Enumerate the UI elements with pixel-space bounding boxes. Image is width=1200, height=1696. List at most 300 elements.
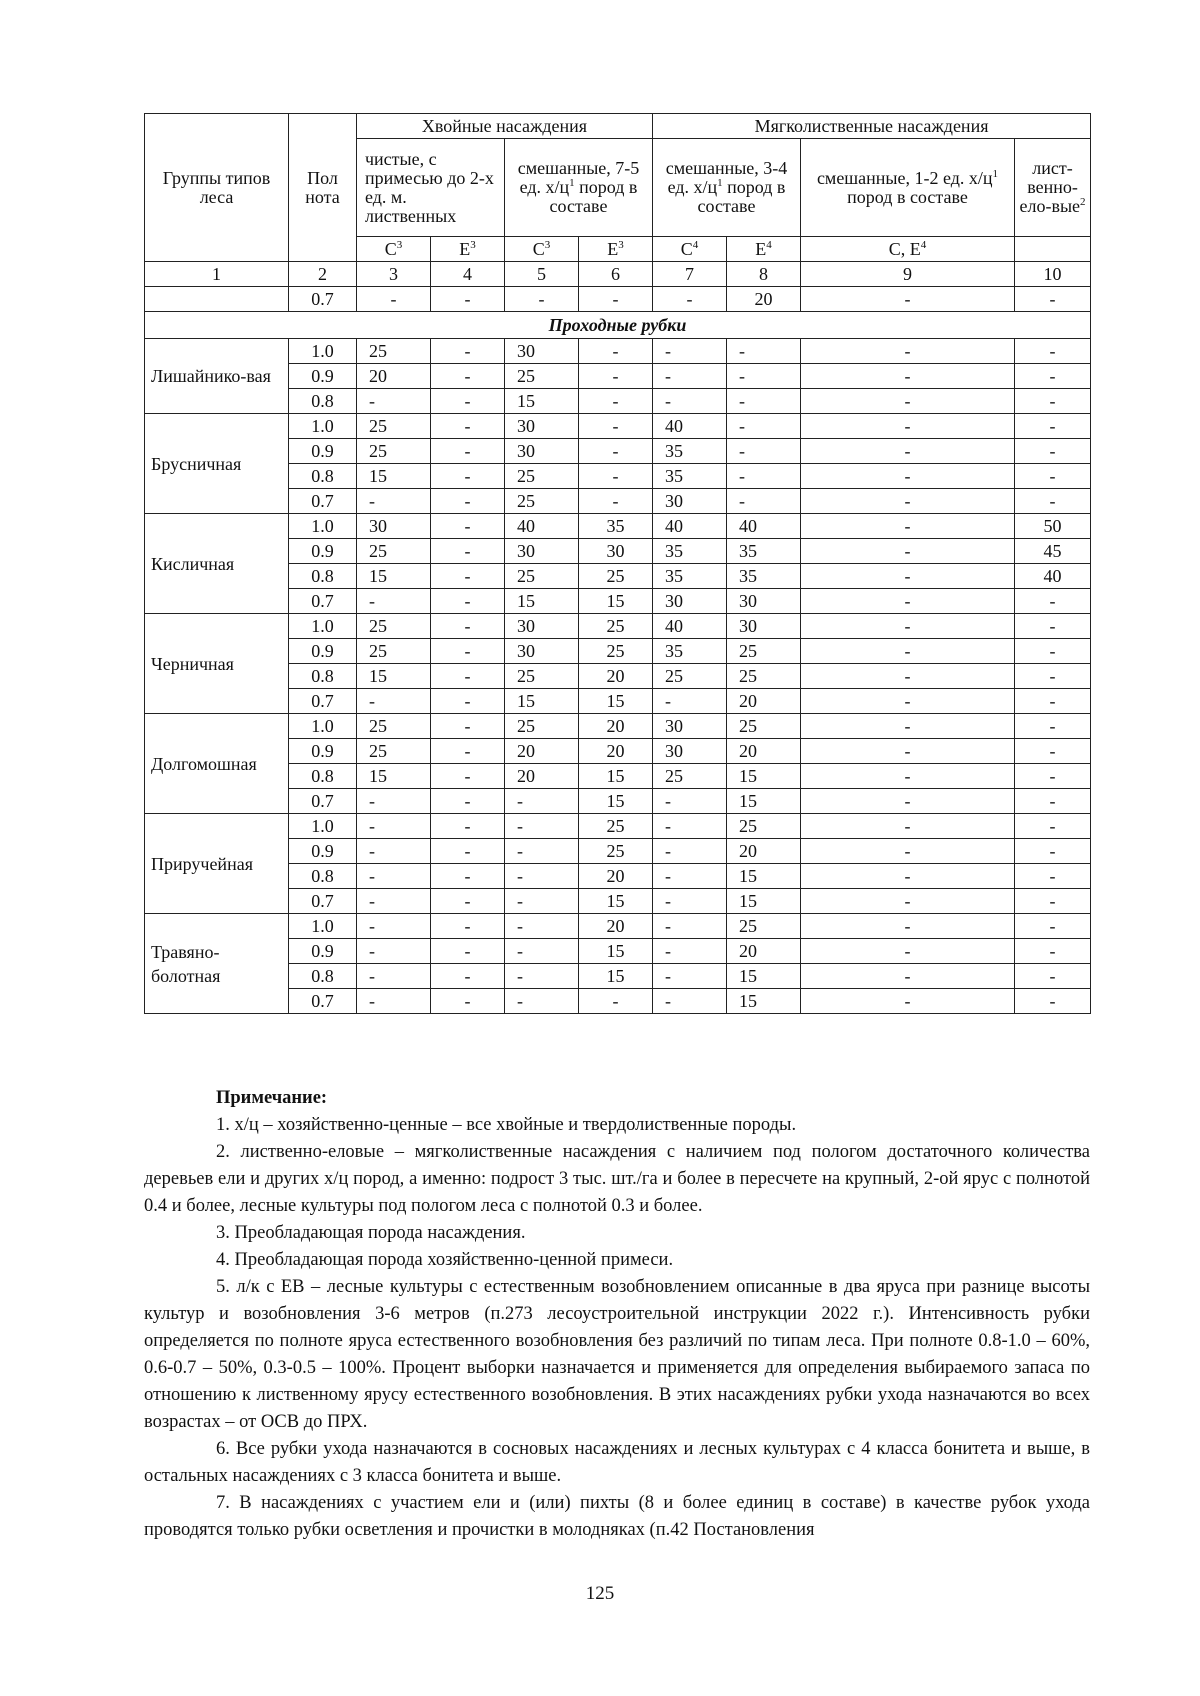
table-cell: 25 xyxy=(357,539,431,564)
header-mixed-1-2 xyxy=(801,139,1015,237)
col-num-6: 6 xyxy=(579,262,653,287)
col-num-3: 3 xyxy=(357,262,431,287)
table-cell: - xyxy=(801,639,1015,664)
header-mixed-3-4 xyxy=(653,139,801,237)
table-cell: - xyxy=(727,389,801,414)
table-cell: 0.7 xyxy=(289,589,357,614)
table-cell: - xyxy=(431,464,505,489)
table-cell: - xyxy=(801,839,1015,864)
table-cell: 25 xyxy=(357,414,431,439)
table-cell: - xyxy=(1015,664,1091,689)
table-cell: - xyxy=(1015,589,1091,614)
table-cell: 30 xyxy=(357,514,431,539)
table-cell: - xyxy=(801,287,1015,312)
header-conifer: Хвойные насаждения xyxy=(357,114,653,139)
table-cell: 0.8 xyxy=(289,464,357,489)
table-cell: 15 xyxy=(727,964,801,989)
table-cell: 25 xyxy=(579,639,653,664)
table-cell: - xyxy=(727,489,801,514)
table-cell: - xyxy=(727,464,801,489)
table-cell: 30 xyxy=(505,439,579,464)
table-cell: - xyxy=(579,364,653,389)
table-cell: 15 xyxy=(727,889,801,914)
table-cell: - xyxy=(801,614,1015,639)
table-cell: - xyxy=(579,489,653,514)
table-cell: 45 xyxy=(1015,539,1091,564)
note-7: 7. В насаждениях с участием ели и (или) пихты (8 и более единиц в составе) в качестве рубок ухода проводятся только рубки осветления и прочистки в молодняках (п.42 Постановления xyxy=(144,1493,1090,1540)
species-1-text: С xyxy=(384,238,397,259)
header-species-6 xyxy=(727,237,801,262)
table-cell: - xyxy=(579,287,653,312)
header-species-7 xyxy=(801,237,1015,262)
table-cell: 20 xyxy=(579,739,653,764)
table-cell: - xyxy=(357,589,431,614)
table-cell: 0.8 xyxy=(289,964,357,989)
table-cell: - xyxy=(357,914,431,939)
table-row xyxy=(145,514,1091,539)
table-cell: - xyxy=(579,464,653,489)
table-cell: - xyxy=(505,889,579,914)
table-cell: 20 xyxy=(579,864,653,889)
table-cell: - xyxy=(801,889,1015,914)
table-cell: - xyxy=(1015,864,1091,889)
table-cell: - xyxy=(505,939,579,964)
table-cell: - xyxy=(727,414,801,439)
table-cell: 15 xyxy=(727,764,801,789)
table-cell: - xyxy=(505,989,579,1014)
table-cell: - xyxy=(653,889,727,914)
table-cell: - xyxy=(653,914,727,939)
col-num-1: 1 xyxy=(145,262,289,287)
table-cell: 20 xyxy=(727,839,801,864)
header-mixed-3-4-text: смешанные, 3-4 ед. х/ц xyxy=(665,158,788,197)
header-mixed-1-2-tail: пород в составе xyxy=(847,186,968,207)
table-cell: - xyxy=(431,339,505,364)
header-species-8 xyxy=(1015,237,1091,262)
table-cell: - xyxy=(431,839,505,864)
header-mixed-3-4-tail: пород в составе xyxy=(697,177,786,216)
table-cell: - xyxy=(1015,839,1091,864)
table-cell: - xyxy=(357,939,431,964)
table-cell: 25 xyxy=(727,714,801,739)
table-cell: - xyxy=(727,439,801,464)
table-cell: 15 xyxy=(357,564,431,589)
table-cell: - xyxy=(505,964,579,989)
table-cell: 0.9 xyxy=(289,439,357,464)
table-cell: 0.9 xyxy=(289,639,357,664)
table-cell: - xyxy=(801,989,1015,1014)
table-cell: - xyxy=(653,939,727,964)
header-mixed-7-5-text: смешанные, 7-5 ед. х/ц xyxy=(517,158,640,197)
table-cell: 15 xyxy=(357,464,431,489)
table-cell: - xyxy=(1015,714,1091,739)
header-deciduous-spruce xyxy=(1015,139,1091,237)
table-cell: 15 xyxy=(505,589,579,614)
table-cell: 15 xyxy=(579,889,653,914)
table-cell: - xyxy=(653,339,727,364)
table-cell: 0.8 xyxy=(289,864,357,889)
table-cell: - xyxy=(801,489,1015,514)
header-softwood: Мягколиственные насаждения xyxy=(653,114,1091,139)
table-cell: - xyxy=(357,839,431,864)
table-cell: - xyxy=(653,789,727,814)
table-cell: - xyxy=(1015,287,1091,312)
header-pure: чистые, с примесью до 2-х ед. м. лиственных xyxy=(357,139,505,237)
table-cell: - xyxy=(801,389,1015,414)
table-cell: - xyxy=(727,364,801,389)
table-cell: 25 xyxy=(357,339,431,364)
table-cell: 25 xyxy=(653,764,727,789)
table-cell: - xyxy=(1015,389,1091,414)
table-cell: - xyxy=(357,287,431,312)
table-cell: 30 xyxy=(505,339,579,364)
table-cell: 0.8 xyxy=(289,564,357,589)
table-cell: - xyxy=(801,664,1015,689)
table-cell: - xyxy=(1015,614,1091,639)
table-cell: 35 xyxy=(653,564,727,589)
table-cell: 25 xyxy=(505,664,579,689)
table-cell: 30 xyxy=(505,414,579,439)
table-cell: 35 xyxy=(579,514,653,539)
table-cell: - xyxy=(1015,939,1091,964)
species-2-text: Е xyxy=(459,238,471,259)
table-cell: - xyxy=(431,439,505,464)
header-mixed-7-5 xyxy=(505,139,653,237)
table-cell: - xyxy=(505,914,579,939)
table-cell: 40 xyxy=(1015,564,1091,589)
page-number: 125 xyxy=(585,1583,615,1604)
table-cell: - xyxy=(1015,814,1091,839)
table-cell: 15 xyxy=(579,939,653,964)
header-species-1 xyxy=(357,237,431,262)
col-num-8: 8 xyxy=(727,262,801,287)
table-row xyxy=(145,414,1091,439)
header-mixed-1-2-sup: 1 xyxy=(992,167,999,180)
table-cell: 15 xyxy=(357,764,431,789)
table-row xyxy=(145,914,1091,939)
table-cell: 0.7 xyxy=(289,689,357,714)
table-row xyxy=(145,714,1091,739)
table-cell: - xyxy=(431,514,505,539)
table-cell: 25 xyxy=(579,614,653,639)
species-6-text: Е xyxy=(755,238,767,259)
table-cell: 20 xyxy=(579,914,653,939)
table-cell: - xyxy=(579,989,653,1014)
table-cell: 50 xyxy=(1015,514,1091,539)
table-cell: - xyxy=(431,539,505,564)
forest-group-name: Приручейная xyxy=(145,814,289,914)
table-cell: - xyxy=(431,939,505,964)
table-cell: 25 xyxy=(505,464,579,489)
table-cell: - xyxy=(1015,489,1091,514)
table-cell: - xyxy=(727,339,801,364)
table-cell: 0.8 xyxy=(289,664,357,689)
table-cell: 0.9 xyxy=(289,539,357,564)
table-cell: 35 xyxy=(653,539,727,564)
table-cell: 15 xyxy=(357,664,431,689)
table-cell: - xyxy=(579,414,653,439)
table-cell: - xyxy=(431,489,505,514)
col-num-2: 2 xyxy=(289,262,357,287)
table-cell: 15 xyxy=(505,389,579,414)
table-cell: 40 xyxy=(653,614,727,639)
table-cell: - xyxy=(579,389,653,414)
table-cell: - xyxy=(801,789,1015,814)
table-cell: - xyxy=(1015,989,1091,1014)
table-cell: 30 xyxy=(653,489,727,514)
table-cell: 15 xyxy=(579,589,653,614)
table-cell: 40 xyxy=(653,414,727,439)
table-cell: 20 xyxy=(727,939,801,964)
table-cell: 0.8 xyxy=(289,389,357,414)
table-cell: 30 xyxy=(727,614,801,639)
note-5: 5. л/к с ЕВ – лесные культуры с естественным возобновлением описанные в два яруса при разнице высоты культур и возобновления 3-6 метров (п.273 лесоустроительной инструкции 2022 г.). Интенсивность рубки определяется по полноте яруса естественного возобновления без различий по типам леса. При полноте 0.8-1.0 – 60%, 0.6-0.7 – 50%, 0.3-0.5 – 100%. Процент выборки назначается и применяется для определения выбираемого запаса по отношению к лиственному ярусу естественного возобновления. В этих насаждениях рубки ухода назначаются во всех возрастах – от ОСВ до ПРХ. xyxy=(144,1277,1090,1432)
table-cell: 0.7 xyxy=(289,287,357,312)
table-cell: - xyxy=(1015,439,1091,464)
table-cell: 35 xyxy=(727,564,801,589)
table-cell: - xyxy=(801,364,1015,389)
table-cell: - xyxy=(357,889,431,914)
header-mixed-3-4-sup: 1 xyxy=(717,177,723,189)
table-cell: - xyxy=(357,814,431,839)
table-cell: - xyxy=(1015,364,1091,389)
table-cell: 20 xyxy=(727,739,801,764)
table-row xyxy=(145,814,1091,839)
table-cell: 35 xyxy=(653,464,727,489)
table-cell: - xyxy=(431,739,505,764)
note-6: 6. Все рубки ухода назначаются в сосновых насаждениях и лесных культурах с 4 класса бонитета и выше, в остальных насаждениях с 3 класса бонитета и выше. xyxy=(144,1439,1090,1486)
table-cell: 30 xyxy=(653,739,727,764)
table-cell: 25 xyxy=(505,364,579,389)
table-cell: - xyxy=(431,789,505,814)
note-4: 4. Преобладающая порода хозяйственно-ценной примеси. xyxy=(216,1250,674,1270)
table-cell: - xyxy=(431,287,505,312)
table-cell: 25 xyxy=(357,639,431,664)
thinning-intensity-table xyxy=(144,113,1091,1014)
table-cell: 30 xyxy=(653,714,727,739)
table-cell: 30 xyxy=(505,539,579,564)
table-row xyxy=(145,339,1091,364)
table-cell: - xyxy=(357,964,431,989)
header-species-4 xyxy=(579,237,653,262)
col-num-5: 5 xyxy=(505,262,579,287)
table-cell: - xyxy=(1015,764,1091,789)
table-cell: - xyxy=(579,339,653,364)
header-species-3 xyxy=(505,237,579,262)
table-cell: - xyxy=(431,814,505,839)
table-cell: - xyxy=(431,764,505,789)
table-cell: 25 xyxy=(505,564,579,589)
table-cell: - xyxy=(431,364,505,389)
table-cell: 25 xyxy=(357,739,431,764)
table-cell: 1.0 xyxy=(289,914,357,939)
species-2-sup: 3 xyxy=(470,238,476,251)
table-cell: 20 xyxy=(505,764,579,789)
table-cell: 25 xyxy=(357,714,431,739)
table-cell: - xyxy=(801,739,1015,764)
table-cell: 0.9 xyxy=(289,839,357,864)
table-cell: - xyxy=(505,287,579,312)
table-cell: - xyxy=(653,814,727,839)
table-cell: - xyxy=(653,989,727,1014)
header-species-5 xyxy=(653,237,727,262)
table-cell: - xyxy=(431,664,505,689)
table-cell: 15 xyxy=(505,689,579,714)
species-6-sup: 4 xyxy=(766,238,772,251)
table-cell: - xyxy=(1015,914,1091,939)
header-mixed-7-5-sup: 1 xyxy=(569,177,575,189)
table-cell: 30 xyxy=(653,589,727,614)
table-cell: 0.7 xyxy=(289,889,357,914)
table-cell: 20 xyxy=(505,739,579,764)
table-cell: - xyxy=(801,514,1015,539)
table-cell: - xyxy=(801,339,1015,364)
table-cell: - xyxy=(1015,789,1091,814)
header-mixed-1-2-text: смешанные, 1-2 ед. х/ц xyxy=(816,167,993,188)
notes-title: Примечание: xyxy=(216,1088,328,1108)
table-cell: - xyxy=(505,814,579,839)
table-cell: 35 xyxy=(653,639,727,664)
col-num-4: 4 xyxy=(431,262,505,287)
column-number-row xyxy=(145,262,1091,287)
table-cell: 40 xyxy=(505,514,579,539)
table-cell: - xyxy=(431,614,505,639)
table-cell: 25 xyxy=(579,564,653,589)
table-cell: - xyxy=(1015,464,1091,489)
header-density: Пол нота xyxy=(289,114,357,262)
table-cell: - xyxy=(653,287,727,312)
note-1: 1. х/ц – хозяйственно-ценные – все хвойные и твердолиственные породы. xyxy=(216,1115,797,1135)
table-cell: 25 xyxy=(579,814,653,839)
table-cell: - xyxy=(653,864,727,889)
table-cell: 0.9 xyxy=(289,939,357,964)
table-cell: - xyxy=(801,539,1015,564)
forest-group-name: Черничная xyxy=(145,614,289,714)
table-cell: - xyxy=(1015,339,1091,364)
table-cell: - xyxy=(1015,639,1091,664)
table-cell: 0.7 xyxy=(289,789,357,814)
table-cell: 20 xyxy=(357,364,431,389)
table-cell: - xyxy=(1015,964,1091,989)
forest-group-name: Кисличная xyxy=(145,514,289,614)
table-cell: - xyxy=(653,689,727,714)
table-cell: 30 xyxy=(505,614,579,639)
forest-group-name: Долгомошная xyxy=(145,714,289,814)
table-cell: - xyxy=(653,964,727,989)
table-cell: 40 xyxy=(727,514,801,539)
table-cell: - xyxy=(357,864,431,889)
table-cell: 1.0 xyxy=(289,339,357,364)
table-cell: - xyxy=(431,914,505,939)
table-cell: - xyxy=(431,889,505,914)
table-cell: - xyxy=(801,764,1015,789)
table-cell: 25 xyxy=(727,639,801,664)
table-cell: - xyxy=(431,564,505,589)
note-3: 3. Преобладающая порода насаждения. xyxy=(216,1223,526,1243)
table-cell: - xyxy=(653,364,727,389)
table-cell: 25 xyxy=(357,439,431,464)
species-5-text: С xyxy=(680,238,693,259)
table-cell: 0.7 xyxy=(289,489,357,514)
species-7-sup: 4 xyxy=(920,238,927,251)
table-cell: 0.9 xyxy=(289,739,357,764)
table-cell: - xyxy=(801,914,1015,939)
table-cell: 30 xyxy=(505,639,579,664)
table-cell: 25 xyxy=(727,664,801,689)
header-group-types: Группы типов леса xyxy=(145,114,289,262)
table-cell: 15 xyxy=(727,864,801,889)
section-row xyxy=(145,312,1091,339)
species-1-sup: 3 xyxy=(396,238,403,251)
table-cell: - xyxy=(653,389,727,414)
table-cell: - xyxy=(801,439,1015,464)
table-cell: 25 xyxy=(727,814,801,839)
section-title: Проходные рубки xyxy=(145,312,1091,339)
table-cell: - xyxy=(801,939,1015,964)
table-cell: - xyxy=(505,839,579,864)
forest-group-name: Лишайнико-вая xyxy=(145,339,289,414)
species-3-text: С xyxy=(532,238,545,259)
table-cell: - xyxy=(1015,739,1091,764)
table-cell: - xyxy=(431,714,505,739)
table-cell: - xyxy=(431,689,505,714)
table-cell: - xyxy=(801,589,1015,614)
table-cell: - xyxy=(431,589,505,614)
table-cell: - xyxy=(801,414,1015,439)
table-cell: - xyxy=(1015,414,1091,439)
table-cell: - xyxy=(801,814,1015,839)
table-cell: - xyxy=(801,864,1015,889)
table-cell: 15 xyxy=(727,789,801,814)
table-cell: 25 xyxy=(505,714,579,739)
table-cell: - xyxy=(1015,689,1091,714)
table-cell: - xyxy=(801,964,1015,989)
table-cell: 25 xyxy=(579,839,653,864)
table-cell: 0.8 xyxy=(289,764,357,789)
forest-group-name: Травяно-болотная xyxy=(145,914,289,1014)
table-cell: 1.0 xyxy=(289,514,357,539)
table-cell: 0.9 xyxy=(289,364,357,389)
table-cell: 35 xyxy=(653,439,727,464)
table-cell: - xyxy=(801,689,1015,714)
table-cell: 15 xyxy=(727,989,801,1014)
table-cell: 15 xyxy=(579,764,653,789)
table-cell: - xyxy=(357,789,431,814)
table-cell: - xyxy=(801,564,1015,589)
header-deciduous-spruce-sup: 2 xyxy=(1080,196,1086,208)
notes-block xyxy=(144,1085,1090,1544)
table-cell: 25 xyxy=(357,614,431,639)
table-cell: 1.0 xyxy=(289,414,357,439)
table-cell: - xyxy=(357,689,431,714)
table-cell: - xyxy=(431,864,505,889)
table-cell: 1.0 xyxy=(289,714,357,739)
forest-group-name: Брусничная xyxy=(145,414,289,514)
table-cell: 15 xyxy=(579,964,653,989)
table-cell: - xyxy=(431,414,505,439)
table-cell: - xyxy=(505,864,579,889)
table-cell: 0.7 xyxy=(289,989,357,1014)
table-cell: 20 xyxy=(579,714,653,739)
table-cell: - xyxy=(653,839,727,864)
table-cell: - xyxy=(801,464,1015,489)
table-cell: 15 xyxy=(579,789,653,814)
table-cell: - xyxy=(357,489,431,514)
table-cell: 25 xyxy=(727,914,801,939)
table-cell: 1.0 xyxy=(289,814,357,839)
table-cell: - xyxy=(357,989,431,1014)
table-cell: 35 xyxy=(727,539,801,564)
